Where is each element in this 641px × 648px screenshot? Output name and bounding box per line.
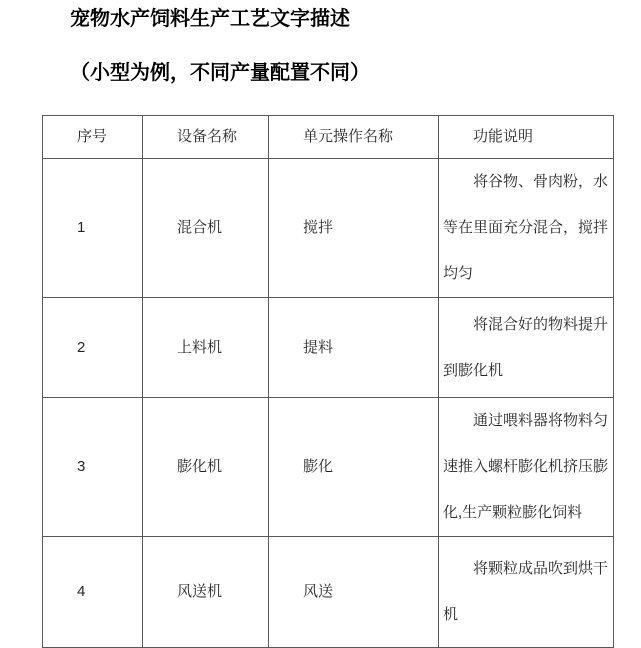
header-operation: 单元操作名称 <box>269 116 439 159</box>
cell-index: 3 <box>43 398 143 537</box>
cell-operation: 提料 <box>269 298 439 398</box>
cell-operation: 膨化 <box>269 398 439 537</box>
table-row <box>43 298 614 398</box>
cell-equipment: 风送机 <box>143 537 269 648</box>
cell-description: 将混合好的物料提升到膨化机 <box>439 298 614 398</box>
cell-operation: 风送 <box>269 537 439 648</box>
document-subtitle: （小型为例，不同产量配置不同） <box>70 62 370 84</box>
cell-description: 将颗粒成品吹到烘干机 <box>439 537 614 648</box>
cell-index: 1 <box>43 159 143 298</box>
header-description: 功能说明 <box>439 116 614 159</box>
cell-index: 2 <box>43 298 143 398</box>
cell-description: 通过喂料器将物料匀速推入螺杆膨化机挤压膨化,生产颗粒膨化饲料 <box>439 398 614 537</box>
table-row <box>43 537 614 648</box>
header-index: 序号 <box>43 116 143 159</box>
cell-equipment: 混合机 <box>143 159 269 298</box>
cell-equipment: 上料机 <box>143 298 269 398</box>
header-equipment: 设备名称 <box>143 116 269 159</box>
table-row <box>43 159 614 298</box>
table-header-row <box>43 116 614 159</box>
cell-operation: 搅拌 <box>269 159 439 298</box>
cell-equipment: 膨化机 <box>143 398 269 537</box>
cell-description: 将谷物、骨肉粉，水等在里面充分混合，搅拌均匀 <box>439 159 614 298</box>
cell-index: 4 <box>43 537 143 648</box>
document-title: 宠物水产饲料生产工艺文字描述 <box>70 8 350 30</box>
process-table <box>42 115 614 648</box>
table-row <box>43 398 614 537</box>
